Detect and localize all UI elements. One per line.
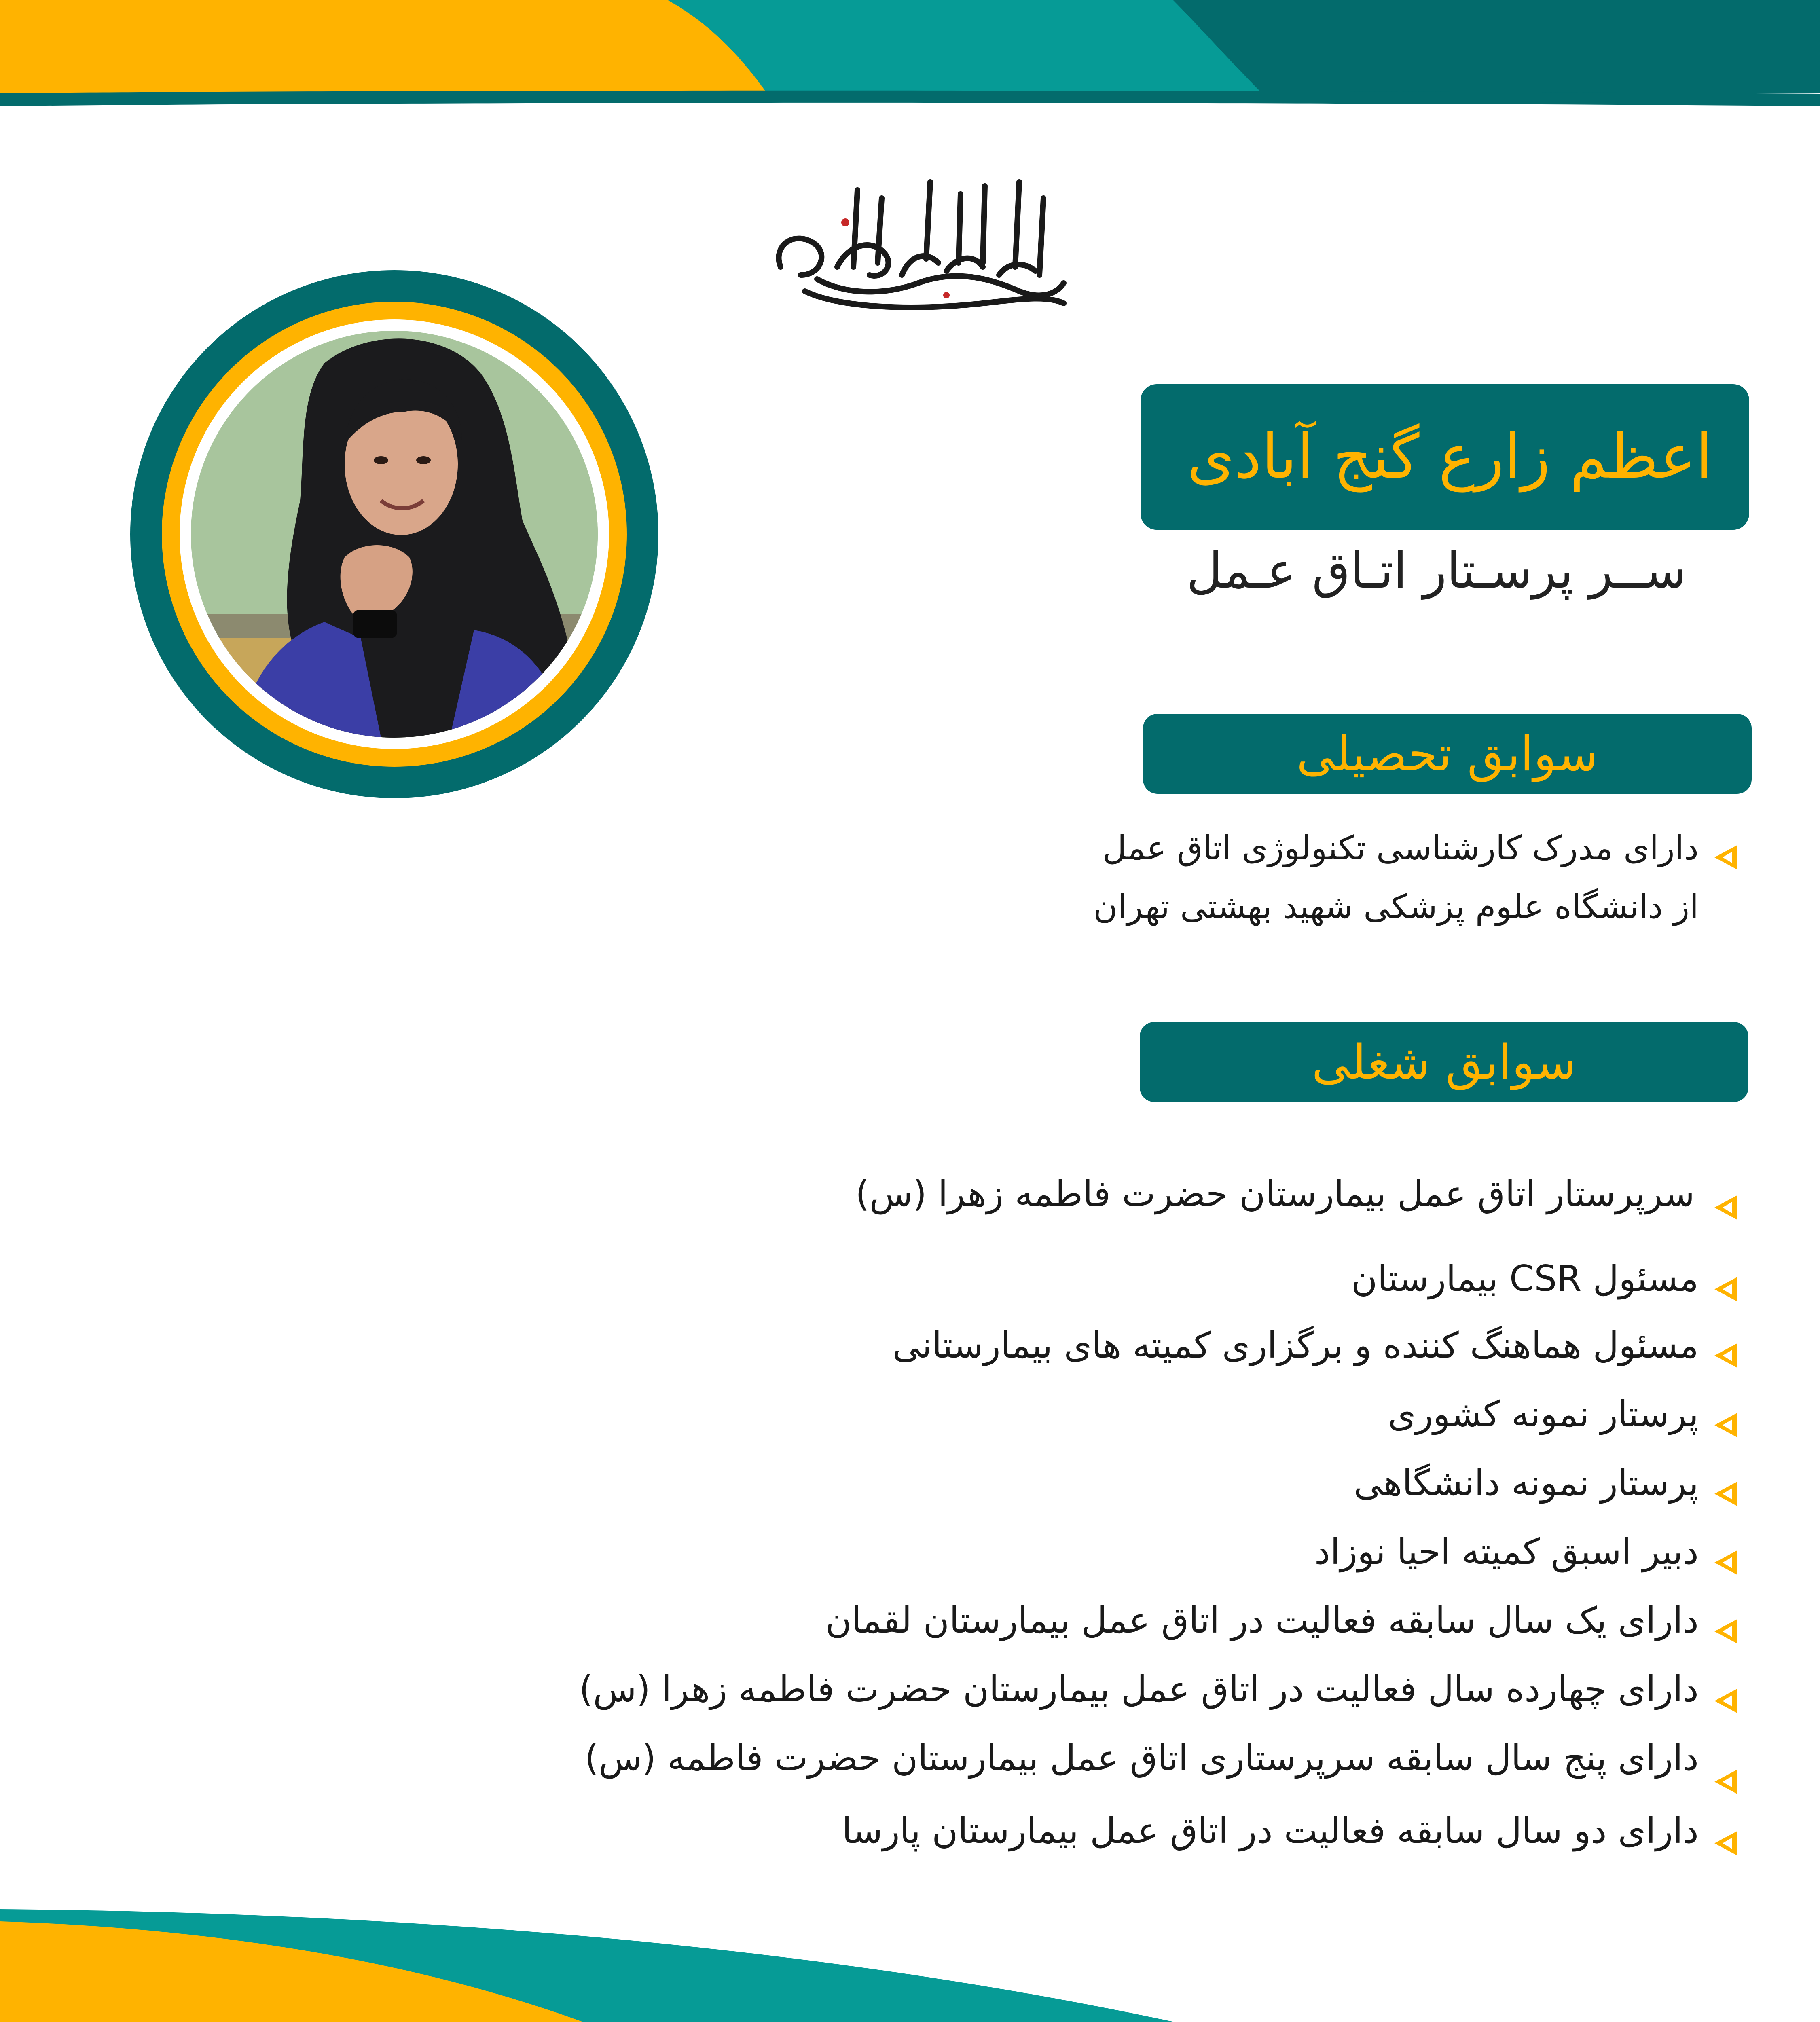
person-name: اعظم زارع گنج آبادی <box>1187 422 1713 492</box>
profile-photo <box>191 331 598 738</box>
job-item: دارای چهارده سال فعالیت در اتاق عمل بیمارستان حضرت فاطمه زهرا (س) <box>579 1668 1699 1710</box>
job-item: مسئول هماهنگ کننده و برگزاری کمیته های بیمارستانی <box>892 1324 1699 1366</box>
bottom-wave-decoration <box>0 1909 1820 2022</box>
triangle-bullet-icon <box>1714 1277 1737 1301</box>
job-item: دارای پنج سال سابقه سرپرستاری اتاق عمل بیمارستان حضرت فاطمه (س) <box>584 1737 1699 1779</box>
portrait-illustration <box>191 331 598 738</box>
triangle-bullet-icon <box>1714 1831 1737 1855</box>
education-section-header <box>1143 714 1752 794</box>
triangle-bullet-icon <box>1714 1619 1737 1643</box>
job-item: دارای دو سال سابقه فعالیت در اتاق عمل بیمارستان پارسا <box>842 1810 1699 1851</box>
triangle-bullet-icon <box>1714 1195 1737 1220</box>
job-title: ســر پرسـتار اتـاق عـمل <box>1186 542 1687 599</box>
triangle-bullet-icon <box>1714 845 1737 869</box>
jobs-section-header <box>1140 1022 1748 1102</box>
triangle-bullet-icon <box>1714 1343 1737 1368</box>
profile-photo-frame <box>130 270 658 798</box>
top-wave-decoration <box>0 0 1820 109</box>
education-line: دارای مدرک کارشناسی تکنولوژی اتاق عمل <box>1102 829 1699 867</box>
jobs-title: سوابق شغلی <box>1312 1034 1577 1090</box>
triangle-bullet-icon <box>1714 1550 1737 1575</box>
name-banner <box>1141 384 1749 530</box>
job-item: پرستار نمونه کشوری <box>1388 1393 1699 1435</box>
triangle-bullet-icon <box>1714 1413 1737 1437</box>
calligraphy-icon <box>756 174 1072 319</box>
job-item: سرپرستار اتاق عمل بیمارستان حضرت فاطمه زهرا (س) <box>855 1173 1695 1214</box>
triangle-bullet-icon <box>1714 1770 1737 1794</box>
job-item: دبیر اسبق کمیته احیا نوزاد <box>1314 1531 1699 1572</box>
triangle-bullet-icon <box>1714 1689 1737 1713</box>
triangle-bullet-icon <box>1714 1482 1737 1506</box>
job-item: پرستار نمونه دانشگاهی <box>1354 1462 1699 1504</box>
education-line: از دانشگاه علوم پزشکی شهید بهشتی تهران <box>1093 888 1699 926</box>
job-item: دارای یک سال سابقه فعالیت در اتاق عمل بیمارستان لقمان <box>825 1599 1699 1641</box>
bismillah-calligraphy <box>756 174 1072 319</box>
job-item: مسئول CSR بیمارستان <box>1351 1258 1699 1299</box>
education-title: سوابق تحصیلی <box>1296 726 1598 782</box>
